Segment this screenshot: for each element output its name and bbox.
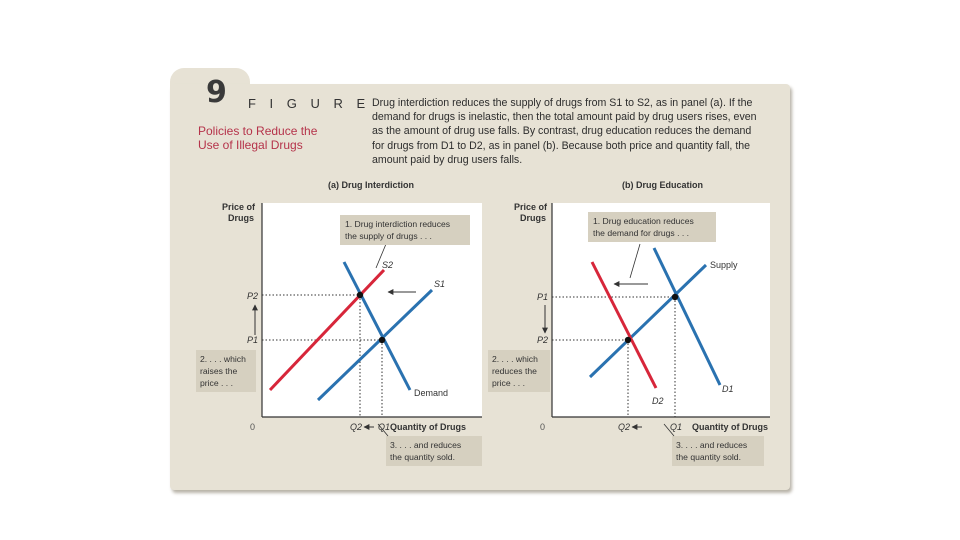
panel-b-d2-label: D2 [652, 396, 664, 406]
panel-b-d1-label: D1 [722, 384, 734, 394]
panel-a-p1-label: P1 [247, 335, 259, 345]
panel-b-ylabel-2: Drugs [520, 213, 547, 223]
panel-a-note3-line2: the quantity sold. [390, 452, 455, 462]
panel-a-ylabel-2: Drugs [228, 213, 255, 223]
panel-a-note2-line1: 2. . . . which [200, 354, 246, 364]
panel-a-note2-line3: price . . . [200, 378, 233, 388]
panel-a-note1-line1: 1. Drug interdiction reduces [345, 219, 451, 229]
panel-b-equilibrium-old [672, 294, 678, 300]
panel-b-title: (b) Drug Education [622, 180, 703, 190]
panel-a-equilibrium-new [357, 292, 363, 298]
panel-a-xlabel: Quantity of Drugs [390, 422, 466, 432]
panel-b [488, 202, 770, 466]
panel-b-note3-line1: 3. . . . and reduces [676, 440, 748, 450]
panel-a-p2-label: P2 [247, 291, 259, 301]
panel-b-p2-label: P2 [537, 335, 549, 345]
figure-caption: Drug interdiction reduces the supply of drugs from S1 to S2, as in panel (a). If the demand for drugs is inelastic, then the total amount paid by drug users rises, even as the amount of drug use falls. By contrast, drug education reduces the demand for drugs from D1 to D2, as in panel (b). Because both price and quantity fall, the amount paid by drug users falls. [372, 97, 757, 166]
panel-b-supply-label: Supply [710, 260, 738, 270]
panel-a-note2-line2: raises the [200, 366, 238, 376]
panel-a-s1-label: S1 [434, 279, 446, 289]
panel-b-xlabel: Quantity of Drugs [692, 422, 768, 432]
panel-b-q1-label: Q1 [670, 422, 683, 432]
panel-b-note3-line2: the quantity sold. [676, 452, 741, 462]
panel-a-s2-label: S2 [382, 260, 394, 270]
panel-a-q2-label: Q2 [350, 422, 363, 432]
panel-b-origin: 0 [540, 422, 546, 432]
panel-b-ylabel-1: Price of [514, 202, 548, 212]
panel-a-title: (a) Drug Interdiction [328, 180, 414, 190]
panel-a-note1-line2: the supply of drugs . . . [345, 231, 432, 241]
panel-b-note2-line3: price . . . [492, 378, 525, 388]
panel-b-note2-line1: 2. . . . which [492, 354, 538, 364]
panel-b-note1-line1: 1. Drug education reduces [593, 216, 694, 226]
panel-a [196, 202, 482, 466]
panel-b-note1-line2: the demand for drugs . . . [593, 228, 690, 238]
panel-a-ylabel-1: Price of [222, 202, 256, 212]
panel-a-origin: 0 [250, 422, 256, 432]
panel-b-note2-line2: reduces the [492, 366, 537, 376]
figure-number: 9 [206, 75, 227, 110]
panel-a-note3-line1: 3. . . . and reduces [390, 440, 462, 450]
figure-label: F I G U R E [248, 96, 371, 111]
panel-a-q1-label: Q1 [378, 422, 391, 432]
panel-a-equilibrium-old [379, 337, 385, 343]
panel-b-q2-label: Q2 [618, 422, 631, 432]
panel-a-demand-label: Demand [414, 388, 449, 398]
panel-b-p1-label: P1 [537, 292, 549, 302]
panel-b-equilibrium-new [625, 337, 631, 343]
figure-title: Policies to Reduce the Use of Illegal Drugs [198, 124, 318, 152]
